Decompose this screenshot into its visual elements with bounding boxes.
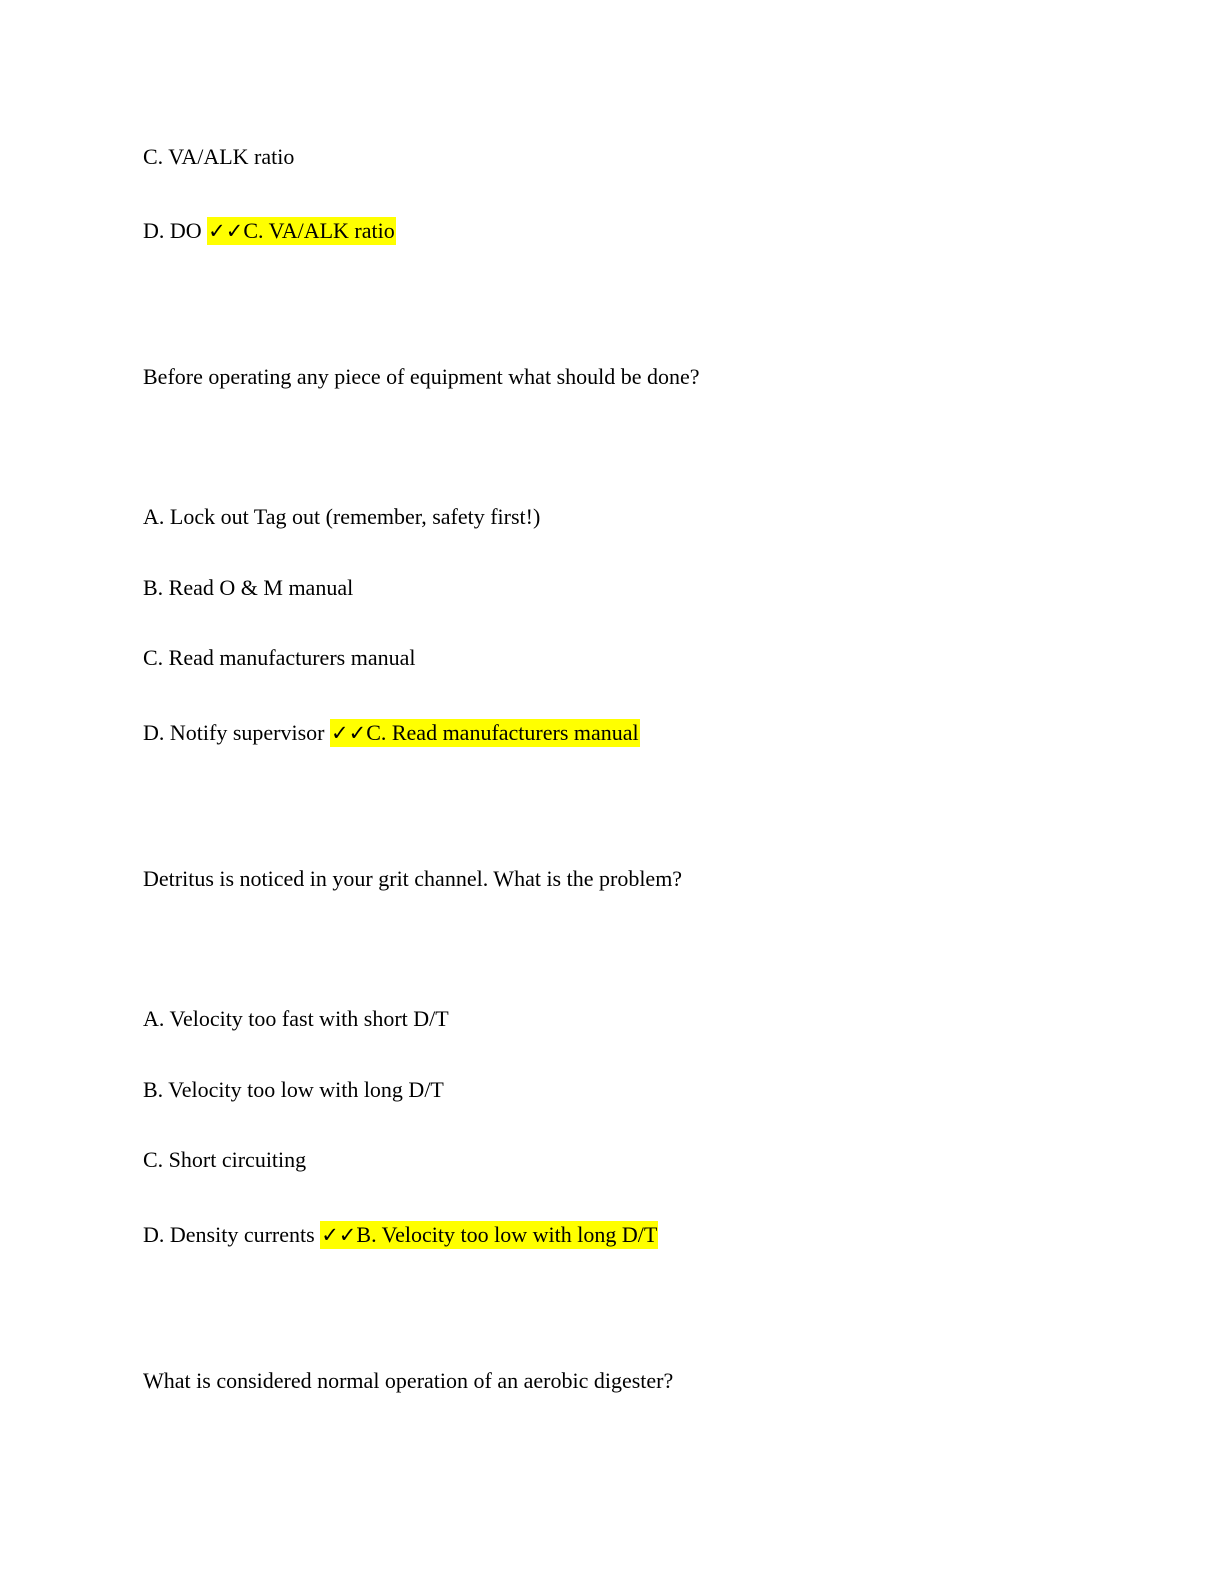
question-prompt <box>143 363 700 391</box>
question-text: What is considered normal operation of an aerobic digester? <box>143 1368 674 1393</box>
option-b <box>143 574 353 602</box>
answer-text: C. VA/ALK ratio <box>243 218 395 243</box>
option-d-with-answer <box>143 1221 658 1249</box>
option-b-text: B. Velocity too low with long D/T <box>143 1077 444 1102</box>
option-c-text: C. Short circuiting <box>143 1147 307 1172</box>
option-d-text: D. Density currents <box>143 1222 321 1247</box>
option-d-with-answer <box>143 719 640 747</box>
question-prompt <box>143 1367 673 1395</box>
option-d-with-answer <box>143 217 396 245</box>
option-a-text: A. Velocity too fast with short D/T <box>143 1006 449 1031</box>
answer-highlight <box>330 719 640 747</box>
option-d-text: D. Notify supervisor <box>143 720 330 745</box>
option-c <box>143 644 415 672</box>
option-b-text: B. Read O & M manual <box>143 575 354 600</box>
double-check-icon: ✓✓ <box>321 1223 357 1247</box>
option-c <box>143 143 294 171</box>
option-a-text: A. Lock out Tag out (remember, safety first!) <box>143 504 541 529</box>
option-a <box>143 1005 449 1033</box>
question-prompt <box>143 865 682 893</box>
double-check-icon: ✓✓ <box>330 721 367 745</box>
answer-text: C. Read manufacturers manual <box>366 720 639 745</box>
question-text: Before operating any piece of equipment what should be done? <box>143 364 700 389</box>
option-d-text: D. DO <box>143 218 208 243</box>
question-text: Detritus is noticed in your grit channel. What is the problem? <box>143 866 683 891</box>
option-c <box>143 1146 306 1174</box>
option-a <box>143 503 540 531</box>
answer-highlight <box>207 217 396 245</box>
answer-highlight <box>320 1221 658 1249</box>
double-check-icon: ✓✓ <box>208 219 244 243</box>
answer-text: B. Velocity too low with long D/T <box>356 1222 658 1247</box>
option-b <box>143 1076 444 1104</box>
option-c-text: C. Read manufacturers manual <box>143 645 416 670</box>
option-c-text: C. VA/ALK ratio <box>143 144 295 169</box>
